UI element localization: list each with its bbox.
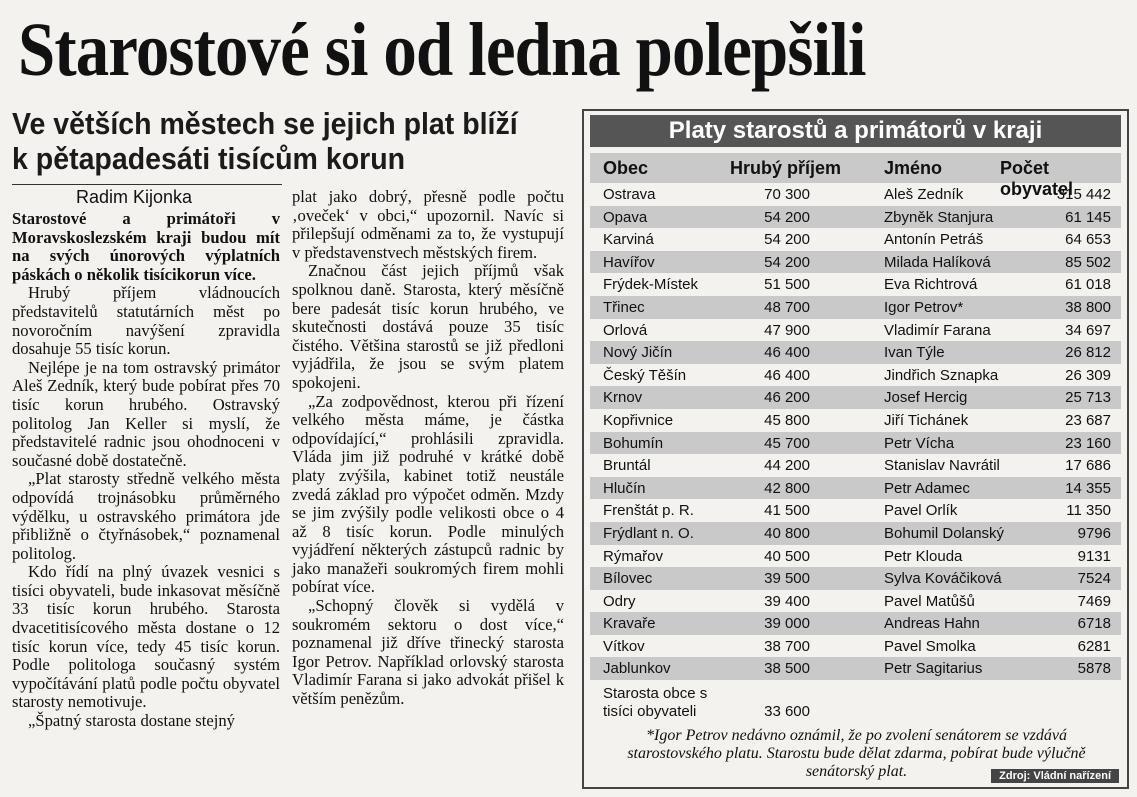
article-column-2 (292, 188, 564, 709)
article-column-1 (12, 210, 280, 731)
population-cell: 38 800 (1065, 298, 1111, 316)
name-cell: Josef Hercig (884, 389, 968, 407)
city-cell: Jablunkov (603, 660, 671, 678)
name-cell: Petr Adamec (884, 479, 970, 497)
population-cell: 7524 (1077, 570, 1111, 588)
population-cell: 61 145 (1065, 208, 1111, 226)
population-cell: 14 355 (1065, 479, 1111, 497)
article-paragraph: Hrubý příjem vládnoucích představitelů statutárních měst po novoročním navýšení zpravidla dosahuje 55 tisíc korun. (12, 283, 280, 359)
name-cell: Petr Klouda (884, 547, 963, 565)
city-cell: Frenštát p. R. (603, 502, 694, 520)
table-source: Zdroj: Vládní nařízení (991, 769, 1119, 783)
city-cell: Odry (603, 592, 636, 610)
name-cell: Zbyněk Stanjura (884, 208, 994, 226)
population-cell: 61 018 (1065, 276, 1111, 294)
table-row (590, 545, 1121, 568)
table-footnote: *Igor Petrov nedávno oznámil, že po zvolení senátorem se vzdává starostovského platu. Starostu bude dělat zdarma, pobírat bude výlučně senátorský plat. (627, 727, 1086, 780)
city-cell: Opava (603, 208, 648, 226)
pay-cell: 39 400 (764, 592, 810, 610)
city-cell: Český Těšín (603, 366, 687, 384)
village-label: Starosta obce s tisíci obyvateli (603, 685, 708, 720)
population-cell: 26 812 (1065, 344, 1111, 362)
name-cell: Pavel Orlík (884, 502, 958, 520)
population-cell: 11 350 (1066, 502, 1111, 520)
population-cell: 17 686 (1065, 457, 1111, 475)
name-cell: Igor Petrov* (884, 298, 964, 316)
village-value: 33 600 (764, 703, 810, 720)
pay-cell: 46 400 (764, 344, 810, 362)
table-row (590, 612, 1121, 635)
table-row (590, 409, 1121, 432)
population-cell: 315 442 (1056, 186, 1111, 203)
pay-cell: 39 000 (764, 615, 810, 633)
name-cell: Andreas Hahn (884, 615, 980, 633)
name-cell: Pavel Smolka (884, 637, 976, 655)
city-cell: Orlová (603, 321, 648, 339)
table-row (590, 183, 1121, 206)
table-row (590, 228, 1121, 251)
pay-cell: 39 500 (764, 570, 810, 588)
table-row (590, 499, 1121, 522)
population-cell: 5878 (1077, 660, 1111, 678)
table-row (590, 296, 1121, 319)
village-row (590, 683, 1121, 727)
population-cell: 85 502 (1065, 253, 1111, 271)
table-row (590, 273, 1121, 296)
table-row (590, 251, 1121, 274)
article-paragraph: Kdo řídí na plný úvazek vesnici s tisíci obyvateli, bude inkasovat měsíčně 33 tisíc korun hrubého. Starosta dvacetitisícového města dostane o 12 tisíc korun více, tedy 45 tisíc korun. Podle politologa současný systém vypočítávání platů podle počtu obyvatel starosty nemotivuje. (12, 562, 280, 712)
table-row (590, 657, 1121, 680)
pay-cell: 41 500 (764, 502, 810, 520)
header-pay: Hrubý příjem (730, 158, 842, 178)
city-cell: Vítkov (603, 637, 645, 655)
table-row (590, 522, 1121, 545)
population-cell: 25 713 (1065, 389, 1111, 407)
city-cell: Bílovec (603, 570, 653, 588)
pay-cell: 54 200 (764, 208, 810, 226)
pay-cell: 45 700 (764, 434, 810, 452)
population-cell: 26 309 (1065, 366, 1111, 384)
table-row (590, 477, 1121, 500)
name-cell: Eva Richtrová (884, 276, 978, 294)
article-paragraph: Značnou část jejich příjmů však spolknou daně. Starosta, který měsíčně bere padesát tisíc korun hrubého, ve skutečnosti dostává pouze 35 tisíc čistého. Většina starostů se již předloni vyjádřila, že jsou se svým platem spokojeni. (292, 261, 564, 392)
table-title: Platy starostů a primátorů v kraji (590, 115, 1121, 147)
pay-cell: 54 200 (764, 253, 810, 271)
name-cell: Jindřich Sznapka (884, 366, 999, 384)
population-cell: 7469 (1077, 592, 1111, 610)
article-paragraph: „Špatný starosta dostane stejný (28, 711, 235, 731)
table-row (590, 432, 1121, 455)
table-row (590, 319, 1121, 342)
name-cell: Petr Sagitarius (884, 660, 983, 678)
pay-cell: 51 500 (764, 276, 810, 294)
table-row (590, 635, 1121, 658)
city-cell: Kravaře (603, 615, 656, 633)
article-paragraph: Starostové a primátoři v Moravskoslezském kraji budou mít na svých únorových výplatních páskách o několik tisícikorun více. (12, 209, 280, 284)
article-paragraph: plat jako dobrý, přesně podle počtu ‚oveček‘ v obci,“ upozornil. Navíc si přilepšují odměnami za to, že vystupují v představenstvech městských firem. (292, 187, 564, 262)
name-cell: Milada Halíková (884, 253, 991, 271)
population-cell: 23 160 (1065, 434, 1111, 452)
city-cell: Hlučín (603, 479, 646, 497)
header-name: Jméno (884, 158, 943, 178)
city-cell: Krnov (603, 389, 643, 407)
city-cell: Frýdlant n. O. (603, 524, 694, 542)
name-cell: Vladimír Farana (884, 321, 991, 339)
name-cell: Antonín Petráš (884, 231, 984, 249)
pay-cell: 54 200 (764, 231, 810, 249)
city-cell: Havířov (603, 253, 655, 271)
pay-cell: 40 800 (764, 524, 810, 542)
headline: Starostové si od ledna polepšili (18, 8, 866, 92)
city-cell: Bohumín (603, 434, 664, 452)
name-cell: Ivan Týle (884, 344, 945, 362)
salary-table-box (582, 109, 1129, 789)
table-row (590, 567, 1121, 590)
table-row (590, 341, 1121, 364)
city-cell: Bruntál (603, 457, 651, 475)
article-paragraph: „Za zodpovědnost, kterou při řízení velkého města máme, je částka odpovídající,“ prohlásili zpravidla. Vláda jim již podruhé v krátké době platy zvýšila, kabinet totiž neustále zvedá základ pro výpočet odměn. Mzdy se jim zvýšily podle velikosti obce o 4 až 8 tisíc korun. Podle minulých vyjádření některých zástupců radnic by jako manažeři soukromých firem mohli pobírat více. (292, 391, 564, 597)
name-cell: Jiří Tichánek (884, 411, 969, 429)
table-body (590, 183, 1121, 680)
population-cell: 23 687 (1065, 411, 1111, 429)
population-cell: 9131 (1077, 547, 1111, 565)
pay-cell: 38 700 (764, 637, 810, 655)
name-cell: Petr Vícha (884, 434, 955, 452)
pay-cell: 45 800 (764, 411, 810, 429)
article-paragraph: Nejlépe je na tom ostravský primátor Aleš Zedník, který bude pobírat přes 70 tisíc korun hrubého. Ostravský politolog Jan Keller si myslí, že představitelé radnic jsou ohodnoceni v současné době dostatečně. (12, 357, 280, 470)
population-cell: 34 697 (1065, 321, 1111, 339)
city-cell: Frýdek-Místek (603, 276, 699, 294)
article-paragraph: „Schopný člověk si vydělá v soukromém sektoru o dost více,“ poznamenal již dříve třinecký starosta Igor Petrov. Například orlovský starosta Vladimír Farana si jako advokát přišel k větším penězům. (292, 596, 564, 709)
city-cell: Ostrava (603, 186, 656, 203)
city-cell: Kopřivnice (603, 411, 674, 429)
table-row (590, 386, 1121, 409)
pay-cell: 70 300 (764, 186, 810, 203)
pay-cell: 46 200 (764, 389, 810, 407)
table-row (590, 206, 1121, 229)
header-population: Počet obyvatel (1000, 158, 1074, 199)
population-cell: 9796 (1077, 524, 1111, 542)
population-cell: 64 653 (1065, 231, 1111, 249)
pay-cell: 40 500 (764, 547, 810, 565)
city-cell: Třinec (603, 298, 645, 316)
pay-cell: 44 200 (764, 457, 810, 475)
pay-cell: 42 800 (764, 479, 810, 497)
table-row (590, 364, 1121, 387)
pay-cell: 48 700 (764, 298, 810, 316)
name-cell: Bohumil Dolanský (884, 524, 1005, 542)
name-cell: Stanislav Navrátil (884, 457, 1000, 475)
population-cell: 6281 (1077, 637, 1111, 655)
pay-cell: 47 900 (764, 321, 810, 339)
header-city: Obec (603, 158, 649, 178)
subheadline: Ve větších městech se jejich plat blíží k pětapadesáti tisícům korun (12, 106, 518, 176)
city-cell: Karviná (603, 231, 654, 249)
table-row (590, 454, 1121, 477)
name-cell: Sylva Kováčiková (884, 570, 1002, 588)
article-paragraph: „Plat starosty středně velkého města odpovídá trojnásobku průměrného výdělku, u ostravského primátora jde přibližně o čtyřnásobek,“ poznamenal politolog. (12, 469, 280, 563)
city-cell: Nový Jičín (603, 344, 673, 362)
population-cell: 6718 (1077, 615, 1111, 633)
name-cell: Aleš Zedník (884, 186, 964, 203)
city-cell: Rýmařov (603, 547, 664, 565)
name-cell: Pavel Matůšů (884, 592, 975, 610)
pay-cell: 38 500 (764, 660, 810, 678)
table-row (590, 590, 1121, 613)
pay-cell: 46 400 (764, 366, 810, 384)
byline: Radim Kijonka (12, 184, 282, 208)
